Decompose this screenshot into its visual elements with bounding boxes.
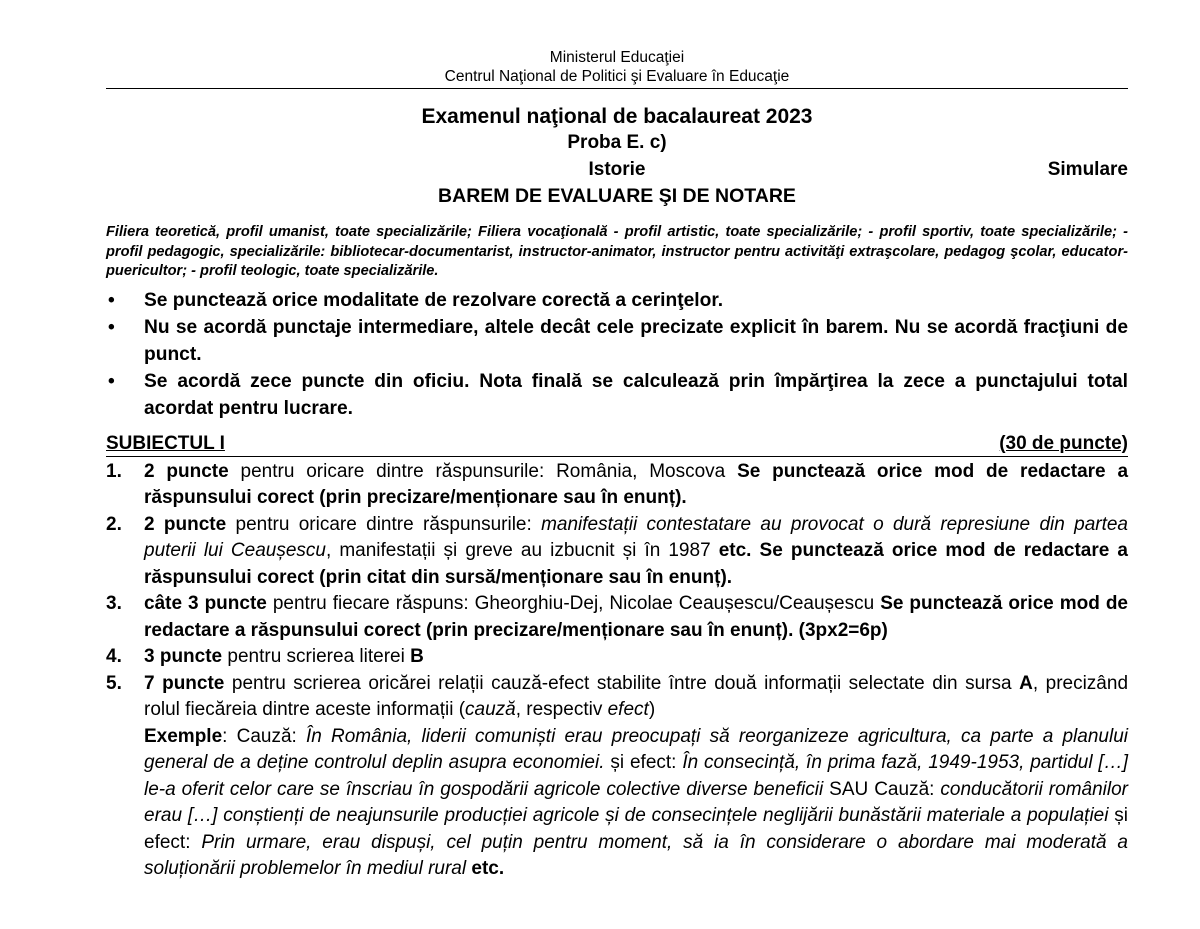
example-quote: Prin urmare, erau dispuși, cel puțin pentru moment, să ia în considerare o abordare mai moderată a soluționării problemelor în mediul rural bbox=[144, 831, 1129, 879]
item-text: ) bbox=[648, 699, 656, 720]
institution-header bbox=[106, 48, 1128, 86]
rule-item bbox=[106, 314, 1128, 368]
item-term: cauză bbox=[465, 699, 516, 720]
item-number: 2. bbox=[106, 513, 122, 535]
header-divider bbox=[106, 88, 1128, 89]
rule-text: Nu se acordă punctaje intermediare, altele decât cele precizate explicit în barem. Nu se acordă fracţiuni de punct. bbox=[144, 316, 1128, 365]
rules-list bbox=[106, 287, 1128, 422]
item-number: 3. bbox=[106, 593, 122, 614]
document-page bbox=[106, 48, 1128, 883]
item-text: , manifestații și greve au izbucnit și în 1987 bbox=[325, 540, 719, 561]
proba-title: Proba E. c) bbox=[567, 132, 667, 153]
subject-row bbox=[106, 156, 1128, 183]
barem-title: BAREM DE EVALUARE ŞI DE NOTARE bbox=[438, 185, 796, 207]
item-note: Se punctează orice mod de redactare a răspunsului corect (prin precizare/menționare sau în enunț). bbox=[144, 460, 1129, 508]
answer-item-3 bbox=[106, 591, 1128, 644]
rule-text: Se acordă zece puncte din oficiu. Nota finală se calculează prin împărţirea la zece a punctajului total acordat pentru lucrare. bbox=[144, 370, 1128, 419]
item-note: etc. Se punctează orice mod de redactare a răspunsului corect (prin citat din sursă/menționare sau în enunț). bbox=[144, 540, 1128, 588]
subject-title: Istorie bbox=[588, 159, 646, 180]
item-number: 4. bbox=[106, 646, 122, 667]
item-number: 1. bbox=[106, 460, 122, 482]
answer-item-4 bbox=[106, 644, 1128, 671]
item-points: câte 3 puncte bbox=[144, 593, 267, 614]
title-block bbox=[106, 103, 1128, 210]
answer-item-1 bbox=[106, 459, 1128, 512]
examples-label: Exemple bbox=[144, 725, 223, 747]
example-text: și efect: bbox=[604, 752, 683, 773]
item-letter: B bbox=[410, 646, 424, 667]
bullet-icon: • bbox=[108, 316, 115, 338]
example-quote: În România, liderii comuniști erau preocupați să reorganizeze agricultura, ca parte a planului general de a deține controlul deplin asupra economiei. bbox=[144, 725, 1128, 773]
example-quote: conducătorii românilor erau […] conștienți de neajunsurile producției agricole și de consecințele neglijării bunăstării materiale a populației bbox=[144, 778, 1128, 826]
item-text: , respectiv bbox=[515, 699, 608, 720]
item-text: pentru fiecare răspuns: Gheorghiu-Dej, Nicolae Ceaușescu/Ceaușescu bbox=[266, 593, 881, 614]
section-points: (30 de puncte) bbox=[999, 432, 1128, 454]
item-term: efect bbox=[607, 699, 649, 720]
item-text: pentru scrierea oricărei relații cauză-efect stabilite între două informații selectate din sursa bbox=[224, 672, 1020, 694]
rule-text: Se punctează orice modalitate de rezolvare corectă a cerinţelor. bbox=[144, 289, 724, 311]
item-quote: manifestații contestatare au provocat o dură represiune din partea puterii lui Ceaușescu bbox=[144, 513, 1129, 561]
example-text: SAU Cauză: bbox=[823, 778, 941, 800]
simulare-label: Simulare bbox=[1047, 159, 1128, 180]
item-text: , precizând rolul fiecăreia dintre aceste informații ( bbox=[144, 672, 1129, 720]
item-points: 3 puncte bbox=[144, 646, 223, 667]
answer-list bbox=[106, 459, 1128, 883]
answer-item-2 bbox=[106, 512, 1128, 592]
item-text: pentru oricare dintre răspunsurile: România, Moscova bbox=[228, 460, 738, 482]
bullet-icon: • bbox=[108, 289, 115, 311]
ministry-name: Ministerul Educaţiei bbox=[549, 49, 685, 66]
item-text: pentru scrierea literei bbox=[222, 646, 411, 667]
bullet-icon: • bbox=[108, 370, 115, 392]
item-text: pentru oricare dintre răspunsurile: bbox=[226, 513, 542, 535]
example-text: și efect: bbox=[144, 805, 1128, 853]
example-etc: etc. bbox=[471, 858, 505, 879]
rule-item bbox=[106, 287, 1128, 314]
example-quote: În consecință, în prima fază, 1949-1953, partidul […] le-a oferit celor care se înscriau în gospodării agricole colective diverse beneficii bbox=[144, 752, 1128, 800]
item-number: 5. bbox=[106, 672, 122, 694]
section-title: SUBIECTUL I bbox=[106, 432, 225, 454]
center-name: Centrul Naţional de Politici şi Evaluare în Educaţie bbox=[444, 68, 790, 85]
exam-title: Examenul naţional de bacalaureat 2023 bbox=[421, 105, 813, 128]
section-heading bbox=[106, 432, 1128, 457]
item-points: 2 puncte bbox=[144, 513, 227, 535]
example-text: : Cauză: bbox=[222, 725, 306, 747]
item-points: 2 puncte bbox=[144, 460, 229, 482]
answer-item-5 bbox=[106, 671, 1128, 883]
rule-item bbox=[106, 368, 1128, 422]
item-source-letter: A bbox=[1019, 672, 1033, 694]
filiera-text: Filiera teoretică, profil umanist, toate specializările; Filiera vocaţională - profil artistic, toate specializările; - profil sportiv, toate specializările; - profil pedagogic, specializările: bibliotecar-documentarist, instructor-animator, instructor pentru activităţi extraşcolare, pedagog şcolar, educator-puericultor; - profil teologic, toate specializările. bbox=[106, 224, 1128, 279]
item-note: Se punctează orice mod de redactare a răspunsului corect (prin precizare/menționare sau în enunț). (3px2=6p) bbox=[144, 593, 1128, 641]
item-points: 7 puncte bbox=[144, 672, 225, 694]
